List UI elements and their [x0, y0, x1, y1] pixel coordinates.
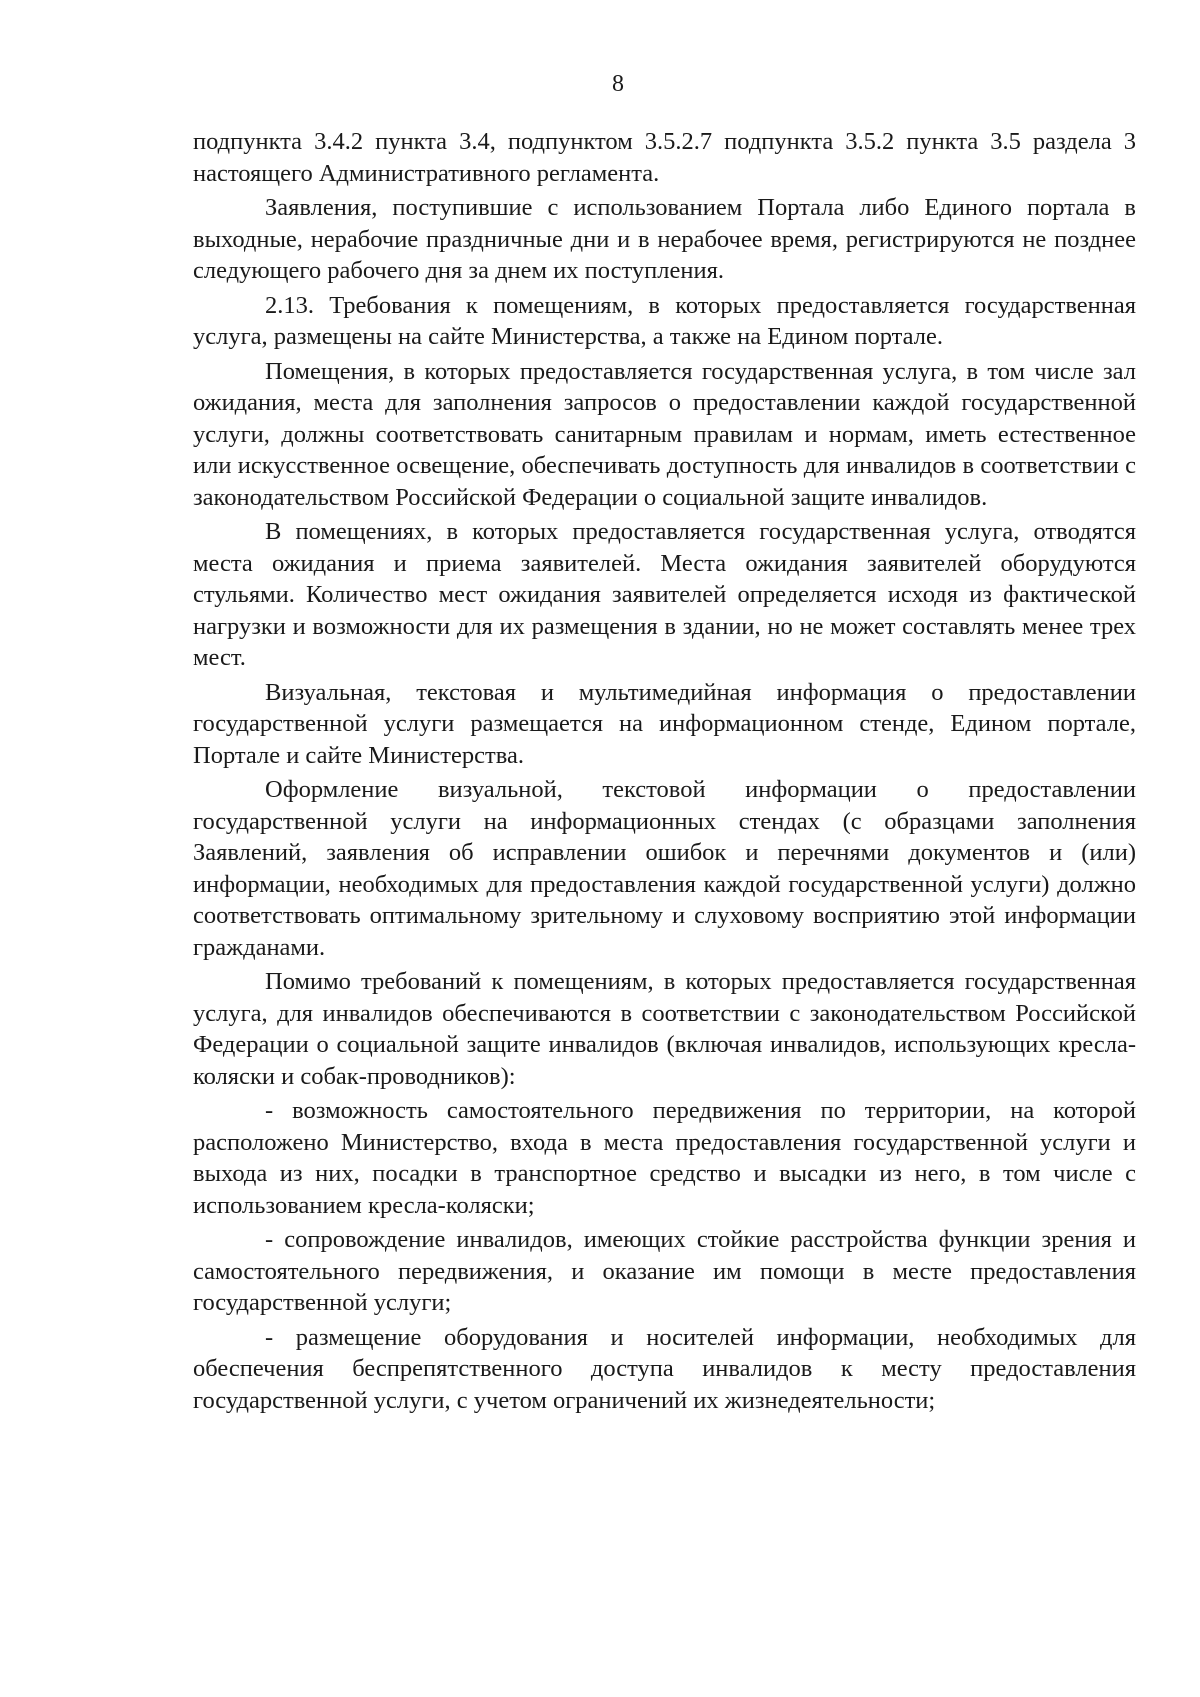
paragraph-continuation: подпункта 3.4.2 пункта 3.4, подпунктом 3.5.2.7 подпункта 3.5.2 пункта 3.5 раздела 3 настоящего Административного регламента.	[193, 128, 1136, 187]
paragraph-info-design: Оформление визуальной, текстовой информации о предоставлении государственной услуги на информационных стендах (с образцами заполнения Заявлений, заявления об исправлении ошибок и перечнями документов и (или) информации, необходимых для предоставления каждой государственной услуги) должно соответствовать оптимальному зрительному и слуховому восприятию этой информации гражданами.	[193, 776, 1136, 961]
list-item-mobility: - возможность самостоятельного передвижения по территории, на которой расположено Министерство, входа в места предоставления государственной услуги и выхода из них, посадки в транспортное средство и высадки из него, в том числе с использованием кресла-коляски;	[193, 1097, 1136, 1219]
paragraph-visual-info: Визуальная, текстовая и мультимедийная информация о предоставлении государственной услуги размещается на информационном стенде, Едином портале, Портале и сайте Министерства.	[193, 678, 1136, 769]
paragraph-registration: Заявления, поступившие с использованием Портала либо Единого портала в выходные, нерабочие праздничные дни и в нерабочее время, регистрируются не позднее следующего рабочего дня за днем их поступления.	[193, 194, 1136, 284]
list-item-escort: - сопровождение инвалидов, имеющих стойкие расстройства функции зрения и самостоятельного передвижения, и оказание им помощи в месте предоставления государственной услуги;	[193, 1226, 1136, 1316]
paragraph-disabled-requirements: Помимо требований к помещениям, в которых предоставляется государственная услуга, для инвалидов обеспечиваются в соответствии с законодательством Российской Федерации о социальной защите инвалидов (включая инвалидов, использующих кресла-коляски и собак-проводников):	[193, 968, 1136, 1090]
list-item-equipment: - размещение оборудования и носителей информации, необходимых для обеспечения беспрепятственного доступа инвалидов к месту предоставления государственной услуги, с учетом ограничений их жизнедеятельности;	[193, 1323, 1136, 1414]
paragraph-2-13: 2.13. Требования к помещениям, в которых предоставляется государственная услуга, размещены на сайте Министерства, а также на Едином портале.	[193, 291, 1136, 350]
document-body	[193, 126, 1136, 1416]
page-number: 8	[612, 71, 624, 97]
paragraph-waiting-places: В помещениях, в которых предоставляется государственная услуга, отводятся места ожидания и приема заявителей. Места ожидания заявителей оборудуются стульями. Количество мест ожидания заявителей определяется исходя из фактической нагрузки и возможности для их размещения в здании, но не может составлять менее трех мест.	[193, 518, 1136, 671]
paragraph-premises: Помещения, в которых предоставляется государственная услуга, в том числе зал ожидания, места для заполнения запросов о предоставлении каждой государственной услуги, должны соответствовать санитарным правилам и нормам, иметь естественное или искусственное освещение, обеспечивать доступность для инвалидов в соответствии с законодательством Российской Федерации о социальной защите инвалидов.	[193, 357, 1136, 511]
